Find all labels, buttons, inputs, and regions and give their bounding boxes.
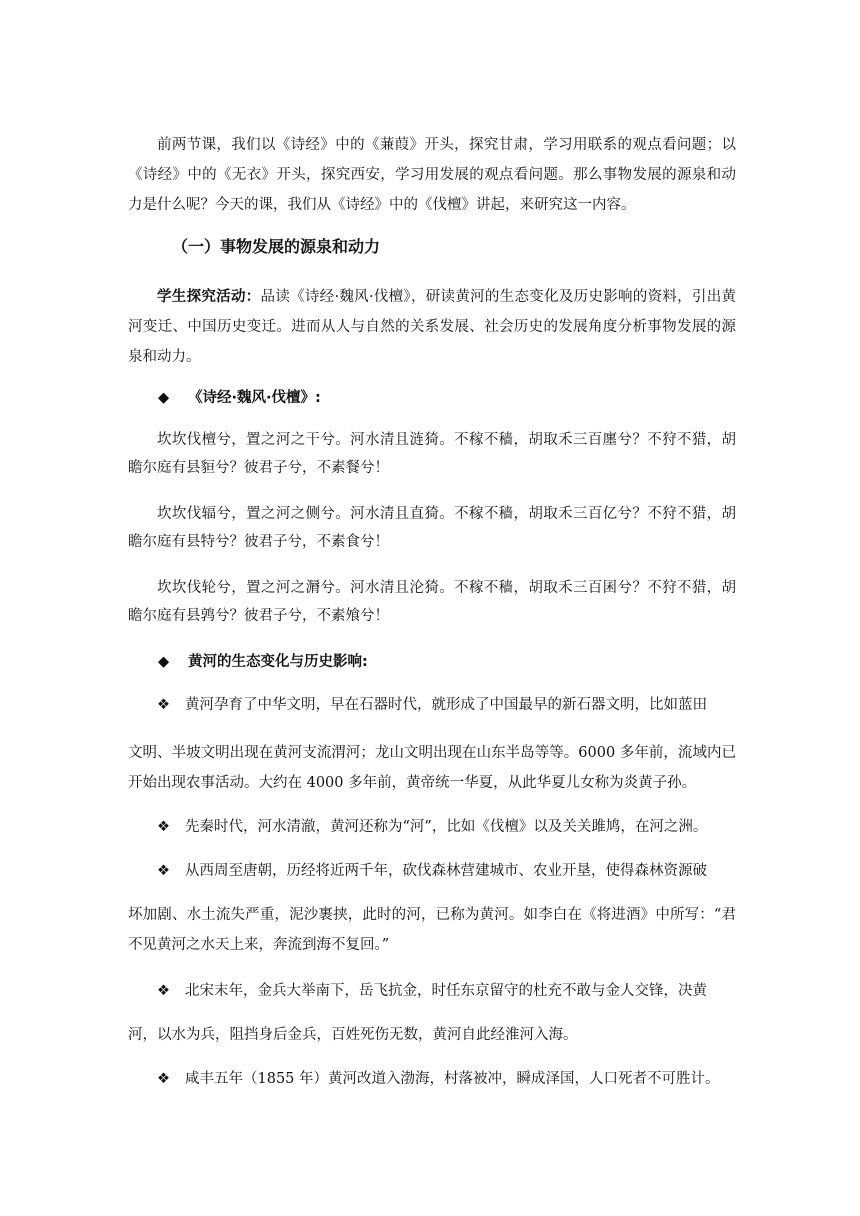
history-item-continuation: 河，以水为兵，阻挡身后金兵，百姓死伤无数，黄河自此经淮河入海。 bbox=[128, 1027, 578, 1043]
poem-stanza: 坎坎伐檀兮，置之河之干兮。河水清且涟猗。不稼不穑，胡取禾三百廛兮？不狩不猎，胡瞻尔庭有县貆兮？彼君子兮，不素餐兮！ bbox=[128, 432, 736, 476]
activity-paragraph bbox=[128, 282, 736, 372]
activity-label: 学生探究活动： bbox=[157, 289, 261, 305]
sub-bullet-icon: ❖ bbox=[157, 983, 170, 999]
sub-bullet-icon: ❖ bbox=[157, 1071, 170, 1087]
poem-stanza: 坎坎伐辐兮，置之河之侧兮。河水清且直猗。不稼不穑，胡取禾三百亿兮？不狩不猎，胡瞻尔庭有县特兮？彼君子兮，不素食兮！ bbox=[128, 506, 736, 550]
intro-paragraph: 前两节课，我们以《诗经》中的《蒹葭》开头，探究甘肃，学习用联系的观点看问题；以《诗经》中的《无衣》开头，探究西安，学习用发展的观点看问题。那么事物发展的源泉和动力是什么呢？今天的课，我们从《诗经》中的《伐檀》讲起，来研究这一内容。 bbox=[128, 137, 736, 213]
sub-bullet-icon: ❖ bbox=[157, 819, 170, 835]
sub-bullet-icon: ❖ bbox=[157, 863, 170, 879]
history-item-continuation: 坏加剧、水土流失严重，泥沙裹挟，此时的河，已称为黄河。如李白在《将进酒》中所写：“君不见黄河之水天上来，奔流到海不复回。” bbox=[128, 907, 736, 953]
history-item bbox=[128, 690, 736, 720]
sub-bullet-icon: ❖ bbox=[157, 697, 170, 713]
poem-title: 《诗经·魏风·伐檀》: bbox=[188, 390, 321, 406]
history-item bbox=[128, 976, 736, 1006]
history-item-line1: 咸丰五年（1855 年）黄河改道入渤海，村落被冲，瞬成泽国，人口死者不可胜计。 bbox=[185, 1071, 720, 1087]
activity-text: 品读《诗经·魏风·伐檀》，研读黄河的生态变化及历史影响的资料，引出黄河变迁、中国历史变迁。进而从人与自然的关系发展、社会历史的发展角度分析事物发展的源泉和动力。 bbox=[128, 289, 737, 365]
history-item bbox=[128, 856, 736, 886]
history-title-line bbox=[158, 650, 368, 671]
history-item-line1: 从西周至唐朝，历经将近两千年，砍伐森林营建城市、农业开垦，使得森林资源破 bbox=[185, 863, 707, 879]
poem-title-line bbox=[158, 386, 321, 407]
history-item bbox=[128, 812, 736, 842]
history-title: 黄河的生态变化与历史影响: bbox=[188, 654, 368, 670]
section-heading: （一）事物发展的源泉和动力 bbox=[172, 237, 381, 256]
diamond-bullet-icon: ◆ bbox=[158, 654, 170, 670]
history-item-continuation: 文明、半坡文明出现在黄河支流渭河；龙山文明出现在山东半岛等等。6000 多年前，流域内已开始出现农事活动。大约在 4000 多年前，黄帝统一华夏，从此华夏儿女称为炎黄子孙。 bbox=[128, 745, 736, 791]
poem-stanza: 坎坎伐轮兮，置之河之漘兮。河水清且沦猗。不稼不穑，胡取禾三百囷兮？不狩不猎，胡瞻尔庭有县鹑兮？彼君子兮，不素飧兮！ bbox=[128, 580, 736, 624]
history-item-line1: 北宋末年，金兵大举南下，岳飞抗金，时任东京留守的杜充不敢与金人交锋，决黄 bbox=[185, 983, 707, 999]
diamond-bullet-icon: ◆ bbox=[158, 390, 170, 406]
history-item bbox=[128, 1064, 736, 1094]
history-item-line1: 先秦时代，河水清澈，黄河还称为“河”，比如《伐檀》以及关关雎鸠，在河之洲。 bbox=[185, 819, 708, 835]
history-item-line1: 黄河孕育了中华文明，早在石器时代，就形成了中国最早的新石器文明，比如蓝田 bbox=[185, 697, 707, 713]
